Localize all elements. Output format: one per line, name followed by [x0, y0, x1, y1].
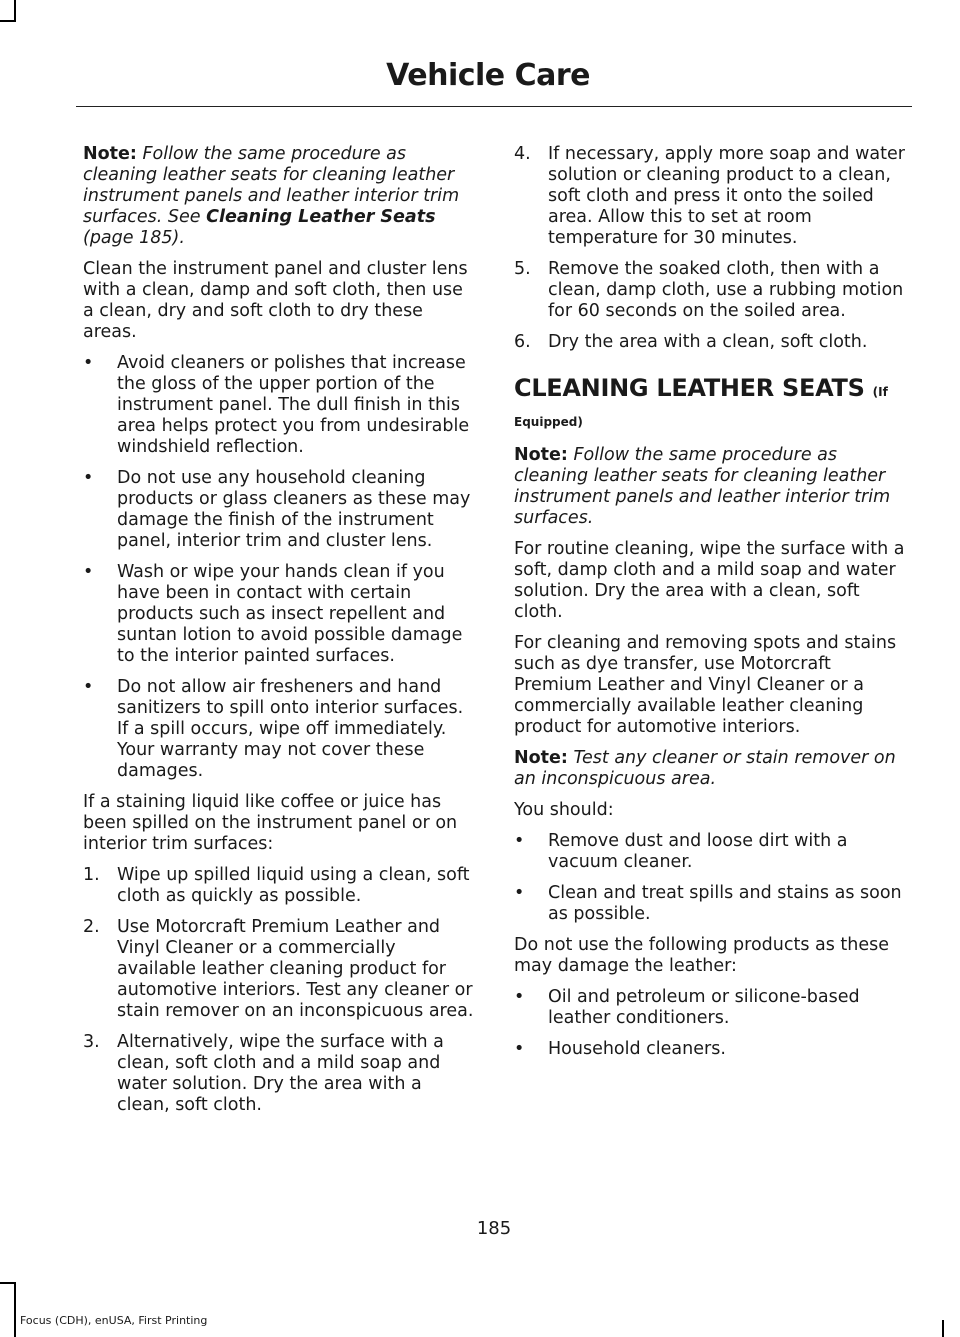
note-label: Note:	[514, 748, 568, 768]
crop-mark-top-left-v	[14, 0, 16, 22]
list-item-text: Household cleaners.	[548, 1039, 726, 1059]
step-text: If necessary, apply more soap and water solution or cleaning product to a clean, soft cloth and press it onto the soiled area. Allow this to set at room temperature for 30 minutes.	[548, 144, 905, 248]
list-item-text: Avoid cleaners or polishes that increase the gloss of the upper portion of the instrument panel. The dull finish in this area helps protect you from undesirable windshield reflection.	[117, 353, 470, 457]
step-text: Alternatively, wipe the surface with a clean, soft cloth and a mild soap and water solution. Dry the area with a clean, soft cloth.	[117, 1032, 444, 1115]
note-label: Note:	[83, 144, 137, 164]
paragraph-routine-cleaning: For routine cleaning, wipe the surface with a soft, damp cloth and a mild soap and water solution. Dry the area with a clean, soft cloth.	[514, 539, 905, 622]
paragraph-staining-liquid: If a staining liquid like coffee or juice has been spilled on the instrument panel or on interior trim surfaces:	[83, 792, 458, 854]
list-item	[83, 468, 475, 552]
note-label: Note:	[514, 445, 568, 465]
list-item-text: Clean and treat spills and stains as soon as possible.	[548, 883, 902, 924]
list-item	[83, 1032, 475, 1116]
list-item-text: Do not allow air fresheners and hand sanitizers to spill onto interior surfaces. If a spill occurs, wipe off immediately. Your warranty may not cover these damages.	[117, 677, 464, 781]
list-item	[83, 917, 475, 1022]
bullet-marker: •	[83, 353, 94, 373]
paragraph-do-not-use: Do not use the following products as these may damage the leather:	[514, 935, 890, 976]
list-item	[514, 1039, 908, 1060]
list-item	[83, 865, 475, 907]
step-number: 4.	[514, 144, 531, 164]
edition-footer: Focus (CDH), enUSA, First Printing	[20, 1314, 208, 1327]
list-item	[514, 259, 908, 322]
bullet-list-should	[514, 831, 908, 925]
section-heading-qualifier-a: (If	[872, 385, 888, 399]
list-item	[514, 987, 908, 1029]
list-item-text: Do not use any household cleaning products or glass cleaners as these may damage the finish of the instrument panel, interior trim and cluster lens.	[117, 468, 471, 551]
right-column	[514, 144, 908, 1070]
step-number: 2.	[83, 917, 100, 937]
list-item-text: Remove dust and loose dirt with a vacuum cleaner.	[548, 831, 848, 872]
bullet-marker: •	[83, 677, 94, 697]
paragraph-spot-removal: For cleaning and removing spots and stains such as dye transfer, use Motorcraft Premium Leather and Vinyl Cleaner or a commercially available leather cleaning product for automotive interiors.	[514, 633, 897, 737]
left-column	[83, 144, 475, 1126]
list-item	[514, 883, 908, 925]
page-reference: (page 185).	[83, 228, 185, 248]
bullet-marker: •	[514, 883, 525, 903]
page-number: 185	[476, 1218, 512, 1239]
note-leather-procedure	[514, 445, 908, 529]
bullet-marker: •	[514, 831, 525, 851]
crop-mark-bottom-left-v	[14, 1282, 16, 1337]
list-item	[514, 144, 908, 249]
step-text: Dry the area with a clean, soft cloth.	[548, 332, 868, 352]
numbered-steps-4-6	[514, 144, 908, 353]
page-header-title: Vehicle Care	[386, 58, 590, 93]
note-cleaning-procedure	[83, 144, 475, 249]
step-number: 6.	[514, 332, 531, 352]
header-divider	[76, 106, 912, 107]
paragraph-you-should: You should:	[514, 800, 614, 820]
step-text: Remove the soaked cloth, then with a clean, damp cloth, use a rubbing motion for 60 seconds on the soiled area.	[548, 259, 904, 321]
section-heading-title: CLEANING LEATHER SEATS	[514, 374, 865, 402]
paragraph-clean-panel: Clean the instrument panel and cluster lens with a clean, damp and soft cloth, then use a clean, dry and soft cloth to dry these areas.	[83, 259, 468, 342]
bullet-marker: •	[514, 1039, 525, 1059]
note-text: Follow the same procedure as cleaning leather seats for cleaning leather instrument panels and leather interior trim surfaces.	[514, 445, 891, 528]
bullet-list-precautions	[83, 353, 475, 782]
crop-mark-bottom-left-h	[0, 1282, 16, 1284]
cross-reference-link[interactable]: Cleaning Leather Seats	[206, 207, 436, 227]
bullet-marker: •	[83, 468, 94, 488]
step-number: 3.	[83, 1032, 100, 1052]
section-heading-qualifier-b: Equipped)	[514, 415, 583, 429]
step-number: 5.	[514, 259, 531, 279]
list-item-text: Oil and petroleum or silicone-based leather conditioners.	[548, 987, 860, 1028]
step-number: 1.	[83, 865, 100, 885]
list-item	[83, 677, 475, 782]
list-item	[83, 353, 475, 458]
list-item	[514, 831, 908, 873]
step-text: Wipe up spilled liquid using a clean, soft cloth as quickly as possible.	[117, 865, 470, 906]
list-item	[83, 562, 475, 667]
bullet-marker: •	[83, 562, 94, 582]
bullet-list-avoid	[514, 987, 908, 1060]
step-text: Use Motorcraft Premium Leather and Vinyl Cleaner or a commercially available leather cleaning product for automotive interiors. Test any cleaner or stain remover on an inconspicuous area.	[117, 917, 474, 1021]
note-test-cleaner	[514, 748, 908, 790]
note-text: Test any cleaner or stain remover on an inconspicuous area.	[514, 748, 896, 789]
list-item-text: Wash or wipe your hands clean if you have been in contact with certain products such as insect repellent and suntan lotion to avoid possible damage to the interior painted surfaces.	[117, 562, 463, 666]
list-item	[514, 332, 908, 353]
section-heading-leather-seats	[514, 375, 908, 435]
note-text: Follow the same procedure as cleaning leather seats for cleaning leather instrument panels and leather interior trim surfaces. See	[83, 144, 460, 227]
bullet-marker: •	[514, 987, 525, 1007]
numbered-steps-1-3	[83, 865, 475, 1116]
crop-mark-top-left-h	[0, 20, 16, 22]
crop-mark-bottom-right-v	[942, 1320, 944, 1337]
